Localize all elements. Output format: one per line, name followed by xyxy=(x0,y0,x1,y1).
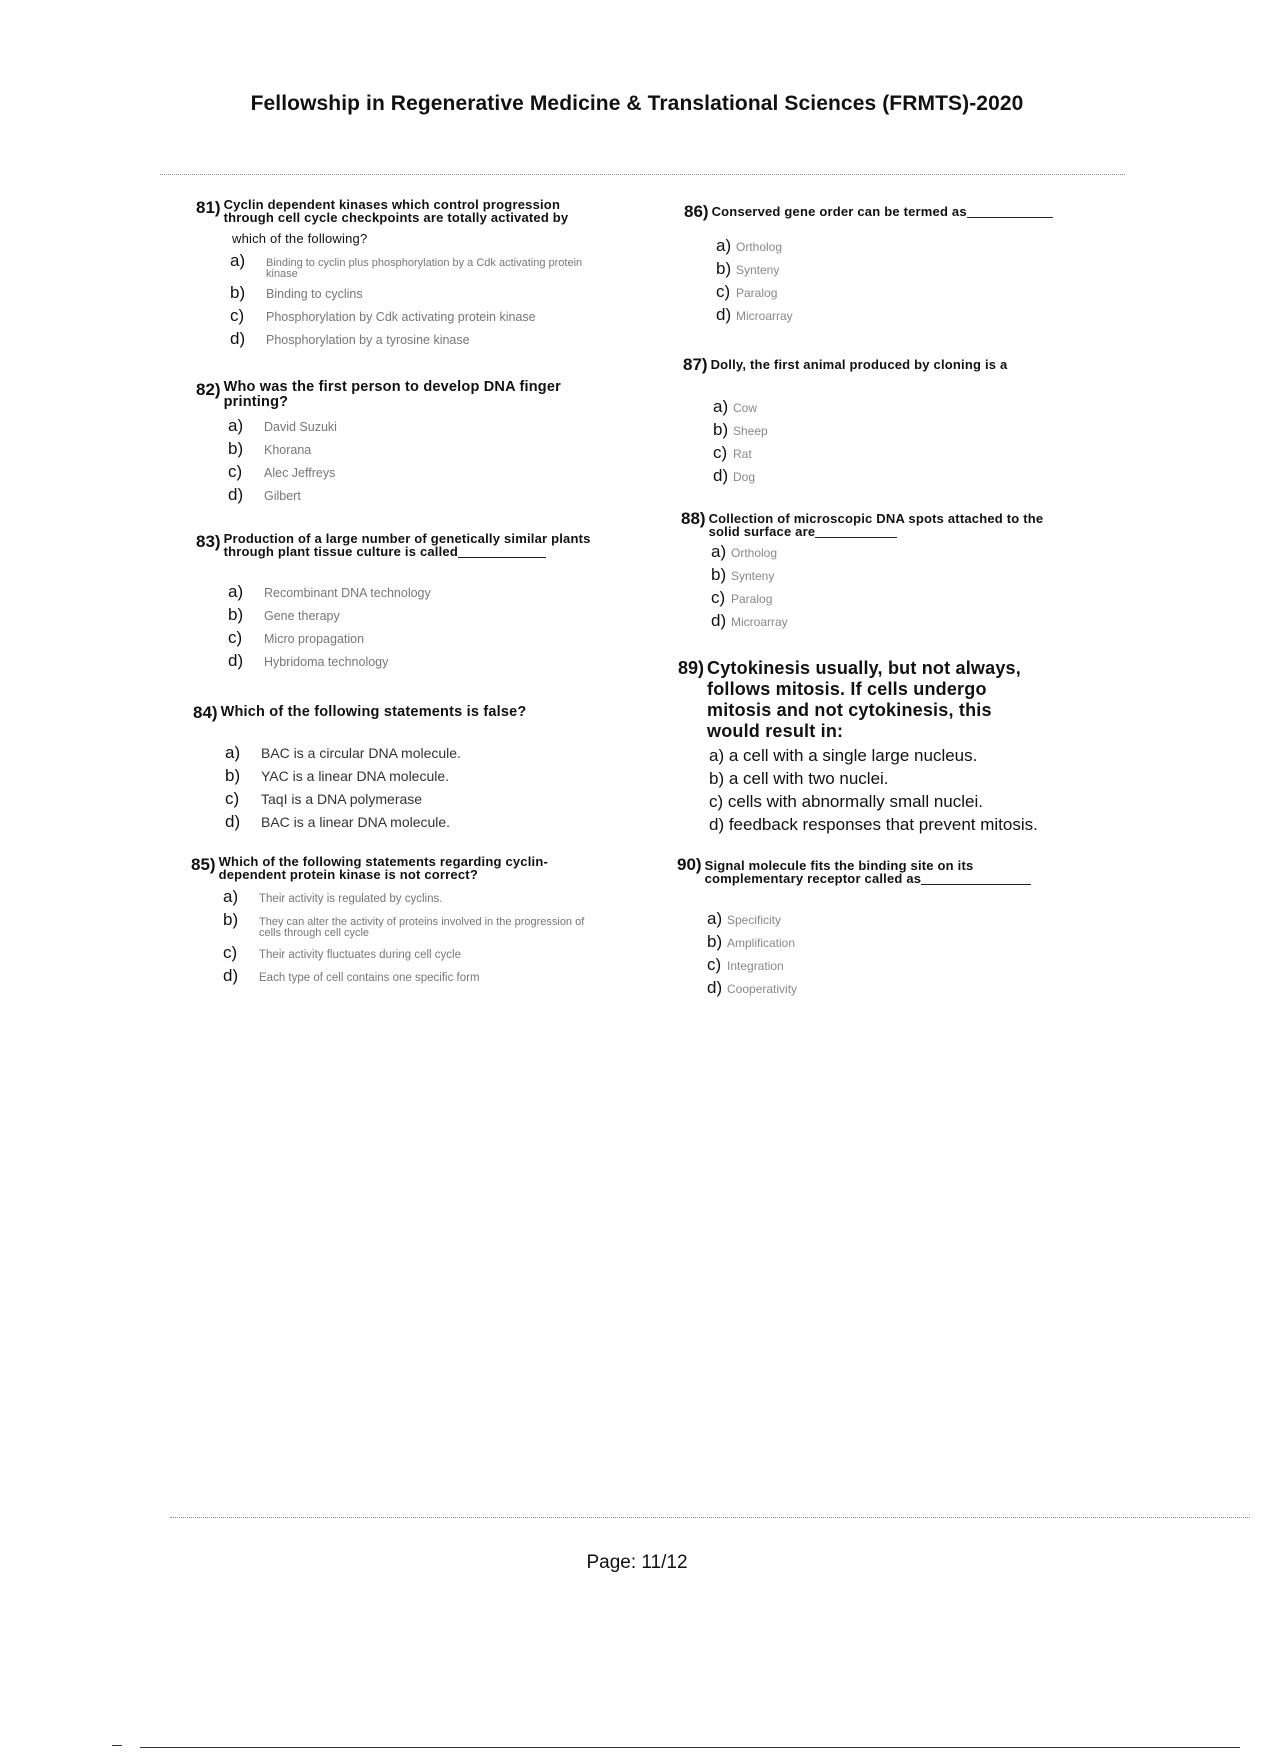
question-text: Who was the first person to develop DNA finger printing? xyxy=(223,379,561,410)
question-text: Production of a large number of genetically similar plants through plant tissue culture is called xyxy=(223,531,591,559)
options-list xyxy=(716,236,1104,328)
options-list xyxy=(228,582,666,674)
question-text: Which of the following statements is false? xyxy=(220,704,527,720)
question-number: 88) xyxy=(681,509,706,528)
option-b: b) Khorana xyxy=(228,439,312,458)
option-a: a) a cell with a single large nucleus. xyxy=(709,746,978,765)
option-d: d) Dog xyxy=(713,466,756,485)
page-title: Fellowship in Regenerative Medicine & Translational Sciences (FRMTS)-2020 xyxy=(250,92,1024,115)
question-text: Cytokinesis usually, but not always, follows mitosis. If cells undergo mitosis and not cytokinesis, this would result in: xyxy=(707,658,1021,741)
options-list xyxy=(713,397,1103,489)
option-b: b) Synteny xyxy=(711,565,775,584)
option-c: c) cells with abnormally small nuclei. xyxy=(709,792,983,811)
option-d: d) Each type of cell contains one specific form xyxy=(223,966,480,985)
option-c: c) Paralog xyxy=(711,588,773,607)
option-b: b) They can alter the activity of proteins involved in the progression of cells through cell cycle xyxy=(223,910,585,939)
scan-edge-mark xyxy=(112,1745,122,1746)
question-82 xyxy=(196,380,666,508)
option-c: c) Rat xyxy=(713,443,752,462)
option-b: b) a cell with two nuclei. xyxy=(709,769,889,788)
options-list xyxy=(230,251,666,352)
question-number: 84) xyxy=(193,703,218,722)
option-a: a) David Suzuki xyxy=(228,416,337,435)
option-d: d) feedback responses that prevent mitosis. xyxy=(709,815,1038,834)
option-a: a) Their activity is regulated by cyclins. xyxy=(223,887,443,906)
question-text-continued: which of the following? xyxy=(232,231,368,246)
option-d: d) Microarray xyxy=(716,305,793,324)
options-list xyxy=(223,887,671,989)
question-text: Collection of microscopic DNA spots attached to the solid surface are xyxy=(708,511,1044,539)
option-b: b) Binding to cyclins xyxy=(230,283,363,302)
question-number: 87) xyxy=(683,355,708,374)
answer-blank xyxy=(921,872,1031,885)
question-81 xyxy=(196,198,666,352)
question-number: 86) xyxy=(684,202,709,221)
question-84 xyxy=(193,703,663,835)
question-text: Dolly, the first animal produced by cloning is a xyxy=(710,357,1008,372)
options-list xyxy=(228,416,666,508)
option-a: a) Cow xyxy=(713,397,758,416)
scan-edge-line xyxy=(140,1747,1240,1748)
question-89 xyxy=(678,658,1118,836)
option-c: c) Phosphorylation by Cdk activating protein kinase xyxy=(230,306,536,325)
option-c: c) Their activity fluctuates during cell cycle xyxy=(223,943,461,962)
question-number: 81) xyxy=(196,198,221,217)
option-d: d) Microarray xyxy=(711,611,788,630)
option-d: d) Hybridoma technology xyxy=(228,651,389,670)
option-c: c) Alec Jeffreys xyxy=(228,462,336,481)
question-86 xyxy=(684,202,1104,328)
option-d: d) Gilbert xyxy=(228,485,301,504)
option-a: a) Recombinant DNA technology xyxy=(228,582,431,601)
option-a: a) BAC is a circular DNA molecule. xyxy=(225,743,461,762)
option-a: a) Specificity xyxy=(707,909,782,928)
option-c: c) Micro propagation xyxy=(228,628,365,647)
question-number: 85) xyxy=(191,855,216,874)
option-d: d) BAC is a linear DNA molecule. xyxy=(225,812,451,831)
option-b: b) Amplification xyxy=(707,932,796,951)
option-b: b) Gene therapy xyxy=(228,605,340,624)
header-divider xyxy=(160,174,1125,175)
option-c: c) Integration xyxy=(707,955,784,974)
footer-divider xyxy=(170,1517,1250,1518)
options-list xyxy=(709,744,1118,836)
option-c: c) Paralog xyxy=(716,282,778,301)
option-d: d) Cooperativity xyxy=(707,978,798,997)
options-list xyxy=(707,909,1097,1001)
question-83 xyxy=(196,532,666,674)
question-text: Signal molecule fits the binding site on its complementary receptor called as xyxy=(705,859,1032,885)
question-85 xyxy=(191,855,671,989)
question-number: 83) xyxy=(196,532,221,551)
options-list xyxy=(711,542,1101,634)
answer-blank xyxy=(967,205,1053,218)
question-text: Cyclin dependent kinases which control progression through cell cycle checkpoints are totally activated by xyxy=(223,197,569,225)
question-number: 82) xyxy=(196,380,221,399)
question-87 xyxy=(683,355,1103,489)
option-a: a) Ortholog xyxy=(716,236,783,255)
option-a: a) Binding to cyclin plus phosphorylation by a Cdk activating protein kinase xyxy=(230,251,583,280)
answer-blank xyxy=(458,545,546,558)
option-b: b) Sheep xyxy=(713,420,768,439)
options-list xyxy=(225,743,663,835)
option-b: b) Synteny xyxy=(716,259,780,278)
question-90 xyxy=(677,855,1097,1001)
question-88 xyxy=(681,509,1101,634)
question-number: 89) xyxy=(678,658,705,678)
question-text: Which of the following statements regarding cyclin- dependent protein kinase is not correct? xyxy=(218,854,549,882)
option-a: a) Ortholog xyxy=(711,542,778,561)
question-number: 90) xyxy=(677,855,702,874)
option-d: d) Phosphorylation by a tyrosine kinase xyxy=(230,329,470,348)
option-b: b) YAC is a linear DNA molecule. xyxy=(225,766,450,785)
page-number: Page: 11/12 xyxy=(586,1552,688,1573)
option-c: c) TaqI is a DNA polymerase xyxy=(225,789,423,808)
answer-blank xyxy=(815,525,897,538)
question-text: Conserved gene order can be termed as xyxy=(712,205,1053,218)
